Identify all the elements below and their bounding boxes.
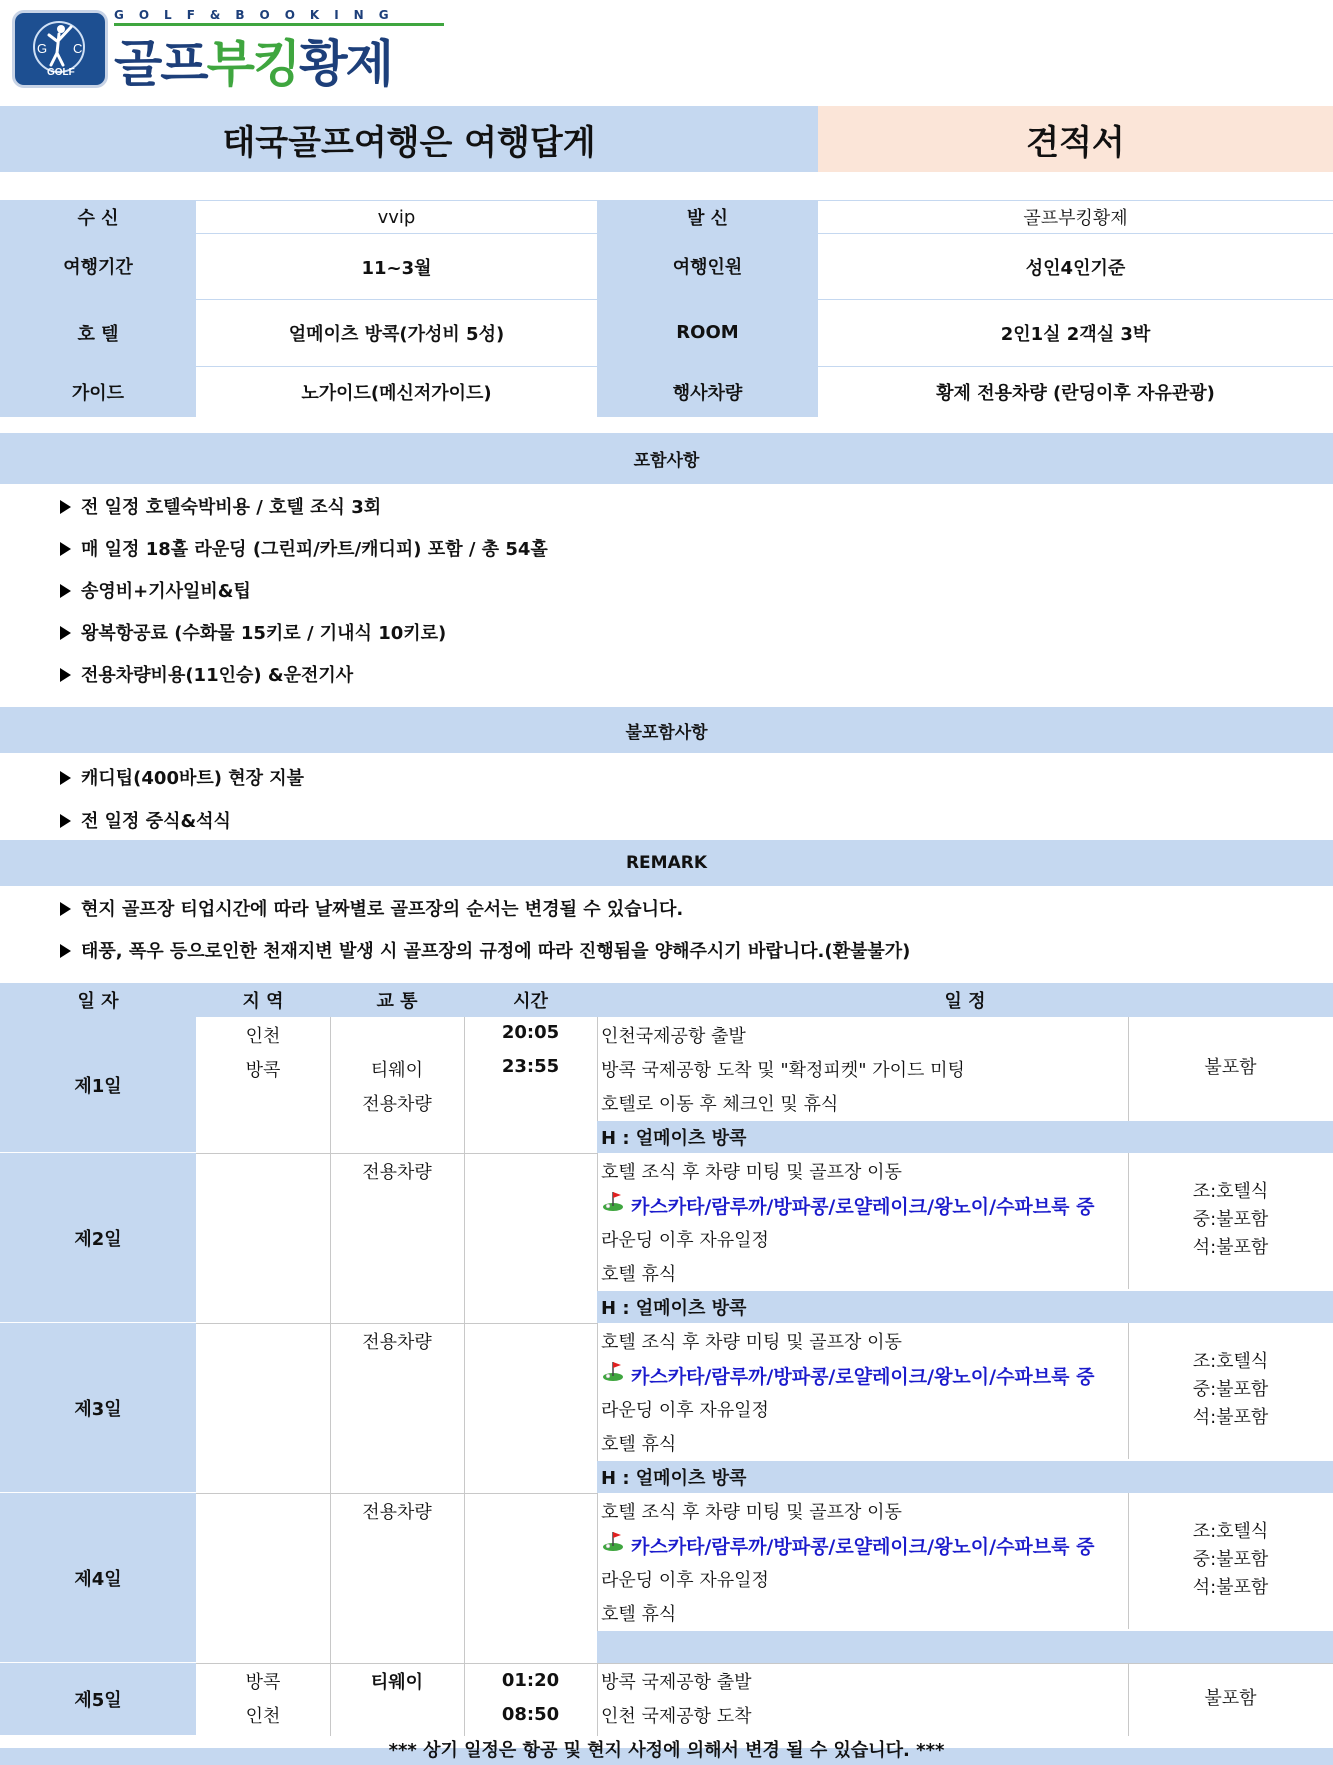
- day-4-transport: 전용차량: [362, 1502, 432, 1523]
- day-5-time: 08:50: [501, 1704, 560, 1725]
- recipient-label: 수 신: [0, 200, 196, 233]
- day-4-golf-courses: 카스카타/람루까/방파콩/로얄레이크/왕노이/수파브룩 중: [631, 1536, 1095, 1558]
- day-5-meal: 불포함: [1204, 1688, 1257, 1709]
- day-3-golf-courses: 카스카타/람루까/방파콩/로얄레이크/왕노이/수파브룩 중: [631, 1366, 1095, 1388]
- hotel-label: 호 텔: [0, 299, 196, 366]
- day-5-plan: 방콕 국제공항 출발: [601, 1672, 752, 1693]
- schedule-header-time: 시간: [464, 983, 597, 1017]
- divider: [464, 1017, 465, 1736]
- remark-item: 태풍, 폭우 등으로인한 천재지변 발생 시 골프장의 규정에 따라 진행됨을 양해주시기 바랍니다.(환불불가): [60, 937, 910, 963]
- people-label: 여행인원: [597, 233, 818, 299]
- triangle-right-icon: [60, 944, 71, 958]
- day-2-label: 제2일: [0, 1153, 196, 1323]
- day-4-meal: 조:호텔식 중:불포함 석:불포함: [1192, 1521, 1269, 1598]
- vehicle-value: 황제 전용차량 (란딩이후 자유관광): [818, 366, 1333, 417]
- svg-text:C: C: [73, 41, 83, 56]
- day-2-hotel: H : 얼메이츠 방콕: [597, 1291, 1333, 1323]
- day-5-plan: 인천 국제공항 도착: [601, 1706, 752, 1727]
- remark-item: 현지 골프장 티업시간에 따라 날짜별로 골프장의 순서는 변경될 수 있습니다.: [60, 895, 683, 921]
- svg-text:G: G: [37, 41, 48, 56]
- day-1-plan: 방콕 국제공항 도착 및 "확정피켓" 가이드 미팅: [601, 1060, 965, 1081]
- day-1-meal: 불포함: [1204, 1057, 1257, 1078]
- day-1-label: 제1일: [0, 1017, 196, 1153]
- sender-label: 발 신: [597, 200, 818, 233]
- day-3-meal: 조:호텔식 중:불포함 석:불포함: [1192, 1351, 1269, 1428]
- schedule-header-day: 일 자: [0, 983, 196, 1017]
- day-5-label: 제5일: [0, 1663, 196, 1736]
- day-4-hotel-band: [597, 1631, 1333, 1663]
- vehicle-label: 행사차량: [597, 366, 818, 417]
- divider: [196, 1153, 597, 1154]
- title-row: [0, 106, 1333, 172]
- page-title: 태국골프여행은 여행답게: [0, 106, 818, 172]
- day-3-plan: 호텔 휴식: [601, 1434, 677, 1455]
- day-4-plan: 호텔 조식 후 차량 미팅 및 골프장 이동: [601, 1502, 902, 1523]
- info-row-period: [0, 233, 1333, 299]
- day-1-region: 방콕: [245, 1060, 281, 1081]
- info-row-guide: [0, 366, 1333, 417]
- day-2-golf-courses: 카스카타/람루까/방파콩/로얄레이크/왕노이/수파브룩 중: [631, 1196, 1095, 1218]
- divider: [196, 1493, 597, 1494]
- divider: [196, 1323, 597, 1324]
- day-1-plan: 인천국제공항 출발: [601, 1026, 746, 1047]
- included-item: 왕복항공료 (수화물 15키로 / 기내식 10키로): [60, 619, 446, 645]
- divider: [196, 1663, 1333, 1664]
- golf-flag-icon: [602, 1190, 624, 1212]
- day-3-plan: 라운딩 이후 자유일정: [601, 1400, 769, 1421]
- included-item: 전 일정 호텔숙박비용 / 호텔 조식 3회: [60, 493, 381, 519]
- golf-badge-icon: [12, 10, 108, 88]
- day-5-region: 인천: [245, 1706, 281, 1727]
- day-5-transport: 티웨이: [370, 1672, 424, 1693]
- people-value: 성인4인기준: [818, 233, 1333, 299]
- divider: [330, 1017, 331, 1736]
- room-label: ROOM: [597, 299, 818, 366]
- day-1-transport: 전용차량: [362, 1094, 432, 1115]
- triangle-right-icon: [60, 771, 71, 785]
- day-4-plan: 호텔 휴식: [601, 1604, 677, 1625]
- golf-flag-icon: [602, 1530, 624, 1552]
- included-item: 송영비+기사일비&팁: [60, 577, 251, 603]
- info-row-recipient: [0, 200, 1333, 233]
- period-label: 여행기간: [0, 233, 196, 299]
- day-2-plan: 호텔 조식 후 차량 미팅 및 골프장 이동: [601, 1162, 902, 1183]
- triangle-right-icon: [60, 902, 71, 916]
- day-1-hotel: H : 얼메이츠 방콕: [597, 1121, 1333, 1153]
- day-1-time: 20:05: [501, 1022, 560, 1043]
- included-item: 전용차량비용(11인승) &운전기사: [60, 661, 353, 687]
- schedule-header-plan: 일 정: [597, 983, 1333, 1017]
- day-2-plan: 라운딩 이후 자유일정: [601, 1230, 769, 1251]
- golf-flag-icon: [602, 1360, 624, 1382]
- triangle-right-icon: [60, 668, 71, 682]
- triangle-right-icon: [60, 584, 71, 598]
- day-3-transport: 전용차량: [362, 1332, 432, 1353]
- excluded-item: 전 일정 중식&석식: [60, 807, 231, 833]
- schedule-header-transport: 교 통: [330, 983, 464, 1017]
- company-logo: [10, 8, 450, 93]
- day-1-plan: 호텔로 이동 후 체크인 및 휴식: [601, 1094, 839, 1115]
- excluded-header: 불포함사항: [0, 707, 1333, 753]
- included-item: 매 일정 18홀 라운딩 (그린피/카트/캐디피) 포함 / 총 54홀: [60, 535, 548, 561]
- day-1-time: 23:55: [501, 1056, 560, 1077]
- day-3-hotel: H : 얼메이츠 방콕: [597, 1461, 1333, 1493]
- period-value: 11~3월: [196, 233, 597, 299]
- day-4-plan: 라운딩 이후 자유일정: [601, 1570, 769, 1591]
- triangle-right-icon: [60, 542, 71, 556]
- room-value: 2인1실 2객실 3박: [818, 299, 1333, 366]
- schedule-header-region: 지 역: [196, 983, 330, 1017]
- included-header: 포함사항: [0, 433, 1333, 484]
- recipient-value: vvip: [196, 200, 597, 233]
- day-3-label: 제3일: [0, 1323, 196, 1493]
- day-2-plan: 호텔 휴식: [601, 1264, 677, 1285]
- guide-label: 가이드: [0, 366, 196, 417]
- excluded-item: 캐디팁(400바트) 현장 지불: [60, 764, 304, 790]
- logo-subtitle: GOLF&BOOKING: [114, 8, 404, 22]
- day-5-time: 01:20: [501, 1670, 560, 1691]
- remark-header: REMARK: [0, 840, 1333, 886]
- hotel-value: 얼메이츠 방콕(가성비 5성): [196, 299, 597, 366]
- day-5-region: 방콕: [245, 1672, 281, 1693]
- document-type: 견적서: [818, 106, 1333, 172]
- guide-value: 노가이드(메신저가이드): [196, 366, 597, 417]
- triangle-right-icon: [60, 626, 71, 640]
- day-2-meal: 조:호텔식 중:불포함 석:불포함: [1192, 1181, 1269, 1258]
- logo-name: 골프부킹황제: [114, 35, 392, 93]
- day-1-transport: 티웨이: [370, 1060, 424, 1081]
- day-2-transport: 전용차량: [362, 1162, 432, 1183]
- day-4-label: 제4일: [0, 1493, 196, 1663]
- day-1-region: 인천: [245, 1026, 281, 1047]
- day-3-plan: 호텔 조식 후 차량 미팅 및 골프장 이동: [601, 1332, 902, 1353]
- triangle-right-icon: [60, 814, 71, 828]
- triangle-right-icon: [60, 500, 71, 514]
- info-row-hotel: [0, 299, 1333, 366]
- footer-note: *** 상기 일정은 항공 및 현지 사정에 의해서 변경 될 수 있습니다. ***: [388, 1740, 945, 1761]
- sender-value: 골프부킹황제: [818, 200, 1333, 233]
- svg-text:GOLF: GOLF: [47, 67, 75, 78]
